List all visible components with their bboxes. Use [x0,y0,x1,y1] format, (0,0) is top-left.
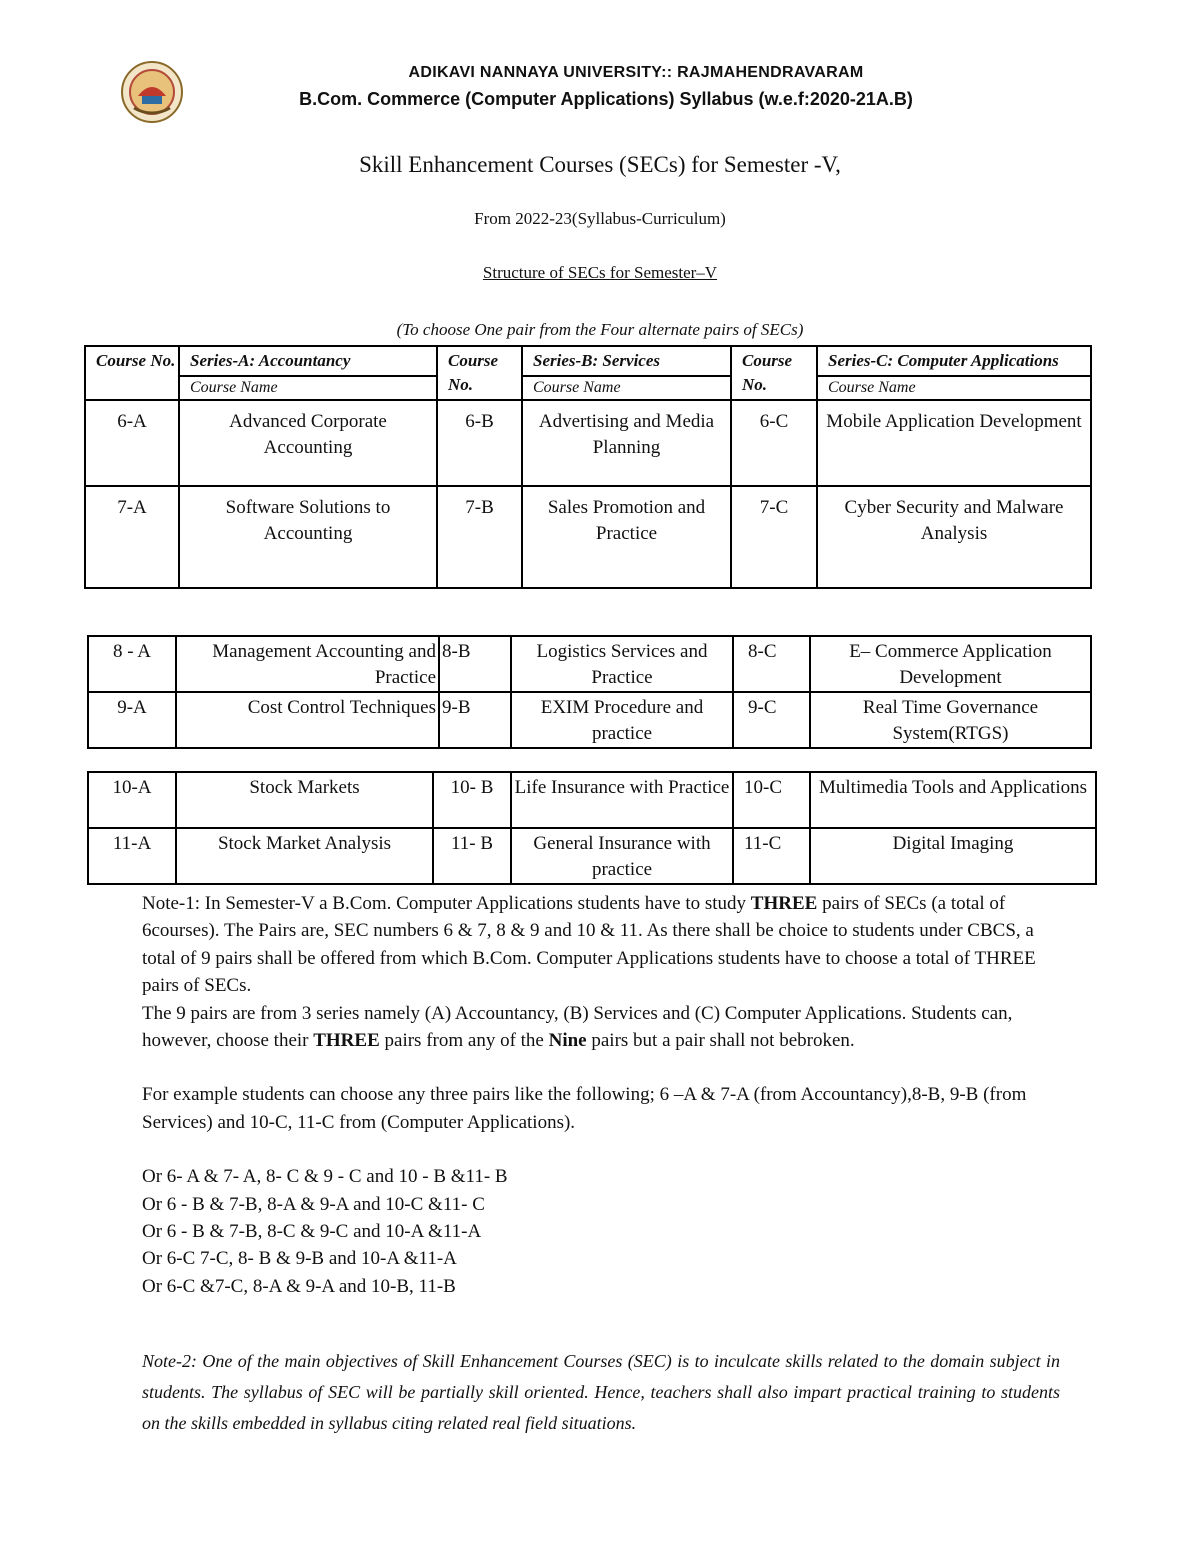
header-course-no: Course No. [437,346,522,400]
course-name: Real Time Governance System(RTGS) [810,692,1091,748]
course-name: Mobile Application Development [817,400,1091,486]
table-row [88,828,1096,884]
course-name: Software Solutions to Accounting [179,486,437,588]
page-title: Skill Enhancement Courses (SECs) for Semester -V, [359,152,841,177]
table-row [88,636,1091,692]
header-series-c: Series-C: Computer Applications [817,346,1091,376]
header-course-no: Course No. [731,346,817,400]
option-line: Or 6 - B & 7-B, 8-A & 9-A and 10-C &11- C [142,1193,485,1215]
course-no: 9-A [88,692,176,748]
sec-table-1 [84,345,1092,589]
header-course-name: Course Name [179,376,437,400]
course-no: 9-B [439,692,511,748]
table-row [85,400,1091,486]
course-no: 7-C [731,486,817,588]
header-series-a: Series-A: Accountancy [179,346,437,376]
course-no: 9-C [733,692,810,748]
course-no: 10-A [88,772,176,828]
course-no: 6-A [85,400,179,486]
choose-note: (To choose One pair from the Four alternate pairs of SECs) [396,320,804,339]
example-paragraph: For example students can choose any three pairs like the following; 6 –A & 7-A (from Accountancy),8-B, 9-B (from Services) and 10-C, 11-C from (Computer Applications). [142,1084,1027,1133]
course-no: 7-B [437,486,522,588]
university-name: ADIKAVI NANNAYA UNIVERSITY:: RAJMAHENDRAVARAM [408,64,864,81]
sec-table-3 [87,771,1097,885]
sec-table-2 [87,635,1092,749]
course-name: Sales Promotion and Practice [522,486,731,588]
option-line: Or 6- A & 7- A, 8- C & 9 - C and 10 - B &11- B [142,1166,508,1188]
note-2: Note-2: One of the main objectives of Skill Enhancement Courses (SEC) is to inculcate skills related to the domain subject in students. The syllabus of SEC will be partially skill oriented. Hence, teachers shall also impart practical training to students on the skills embedded in syllabus citing related real field situations. [142,1351,1060,1433]
course-name: Digital Imaging [810,828,1096,884]
table-row [88,692,1091,748]
course-name: Multimedia Tools and Applications [810,772,1096,828]
university-seal-icon [120,60,184,124]
course-name: Management Accounting and Practice [176,636,439,692]
header-series-b: Series-B: Services [522,346,731,376]
table-row [88,772,1096,828]
header-course-name: Course Name [817,376,1091,400]
header-course-name: Course Name [522,376,731,400]
course-name: Stock Market Analysis [176,828,433,884]
from-line: From 2022-23(Syllabus-Curriculum) [474,209,726,228]
course-no: 6-B [437,400,522,486]
course-name: General Insurance with practice [511,828,733,884]
note-1 [142,890,1062,1300]
option-line: Or 6-C 7-C, 8- B & 9-B and 10-A &11-A [142,1248,457,1270]
course-no: 8-B [439,636,511,692]
note-1-paragraph: The 9 pairs are from 3 series namely (A) Accountancy, (B) Services and (C) Computer Applications. Students can, however, choose their THREE pairs from any of the Nine pairs but a pair shall not bebroken. [142,1002,1013,1052]
course-no: 8 - A [88,636,176,692]
structure-heading: Structure of SECs for Semester–V [482,263,718,282]
course-name: E– Commerce Application Development [810,636,1091,692]
table-row [85,486,1091,588]
option-line: Or 6 - B & 7-B, 8-C & 9-C and 10-A &11-A [142,1221,482,1243]
note-1-paragraph: Note-1: In Semester-V a B.Com. Computer Applications students have to study THREE pairs of SECs (a total of 6courses). The Pairs are, SEC numbers 6 & 7, 8 & 9 and 10 & 11. As there shall be choice to students under CBCS, a total of 9 pairs shall be offered from which B.Com. Computer Applications students have to choose a total of THREE pairs of SECs. [142,893,1036,997]
course-no: 11-A [88,828,176,884]
course-name: Logistics Services and Practice [511,636,733,692]
option-line: Or 6-C &7-C, 8-A & 9-A and 10-B, 11-B [142,1275,456,1297]
course-name: Advanced Corporate Accounting [179,400,437,486]
course-name: Cost Control Techniques [176,692,439,748]
course-name: Cyber Security and Malware Analysis [817,486,1091,588]
course-name: EXIM Procedure and practice [511,692,733,748]
course-name: Life Insurance with Practice [511,772,733,828]
course-no: 11- B [433,828,511,884]
course-no: 10-C [733,772,810,828]
course-name: Stock Markets [176,772,433,828]
course-no: 7-A [85,486,179,588]
header-course-no: Course No. [85,346,179,400]
course-name: Advertising and Media Planning [522,400,731,486]
course-no: 11-C [733,828,810,884]
programme-title: B.Com. Commerce (Computer Applications) Syllabus (w.e.f:2020-21A.B) [299,89,913,109]
course-no: 6-C [731,400,817,486]
course-no: 8-C [733,636,810,692]
course-no: 10- B [433,772,511,828]
